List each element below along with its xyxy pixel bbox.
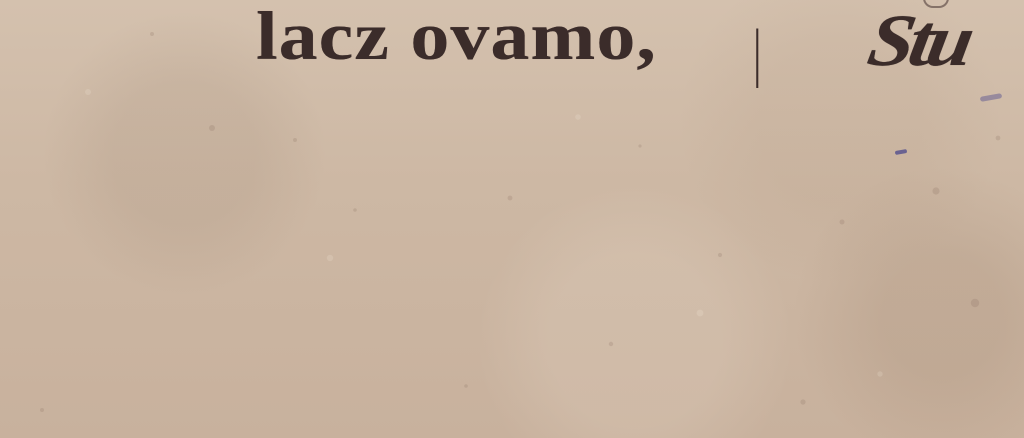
- vertical-separator: |: [754, 16, 761, 89]
- blackletter-word-fragment: Stu: [862, 0, 976, 82]
- printed-phrase: lacz ovamo,: [256, 0, 657, 75]
- printed-text-line: [0, 0, 1024, 120]
